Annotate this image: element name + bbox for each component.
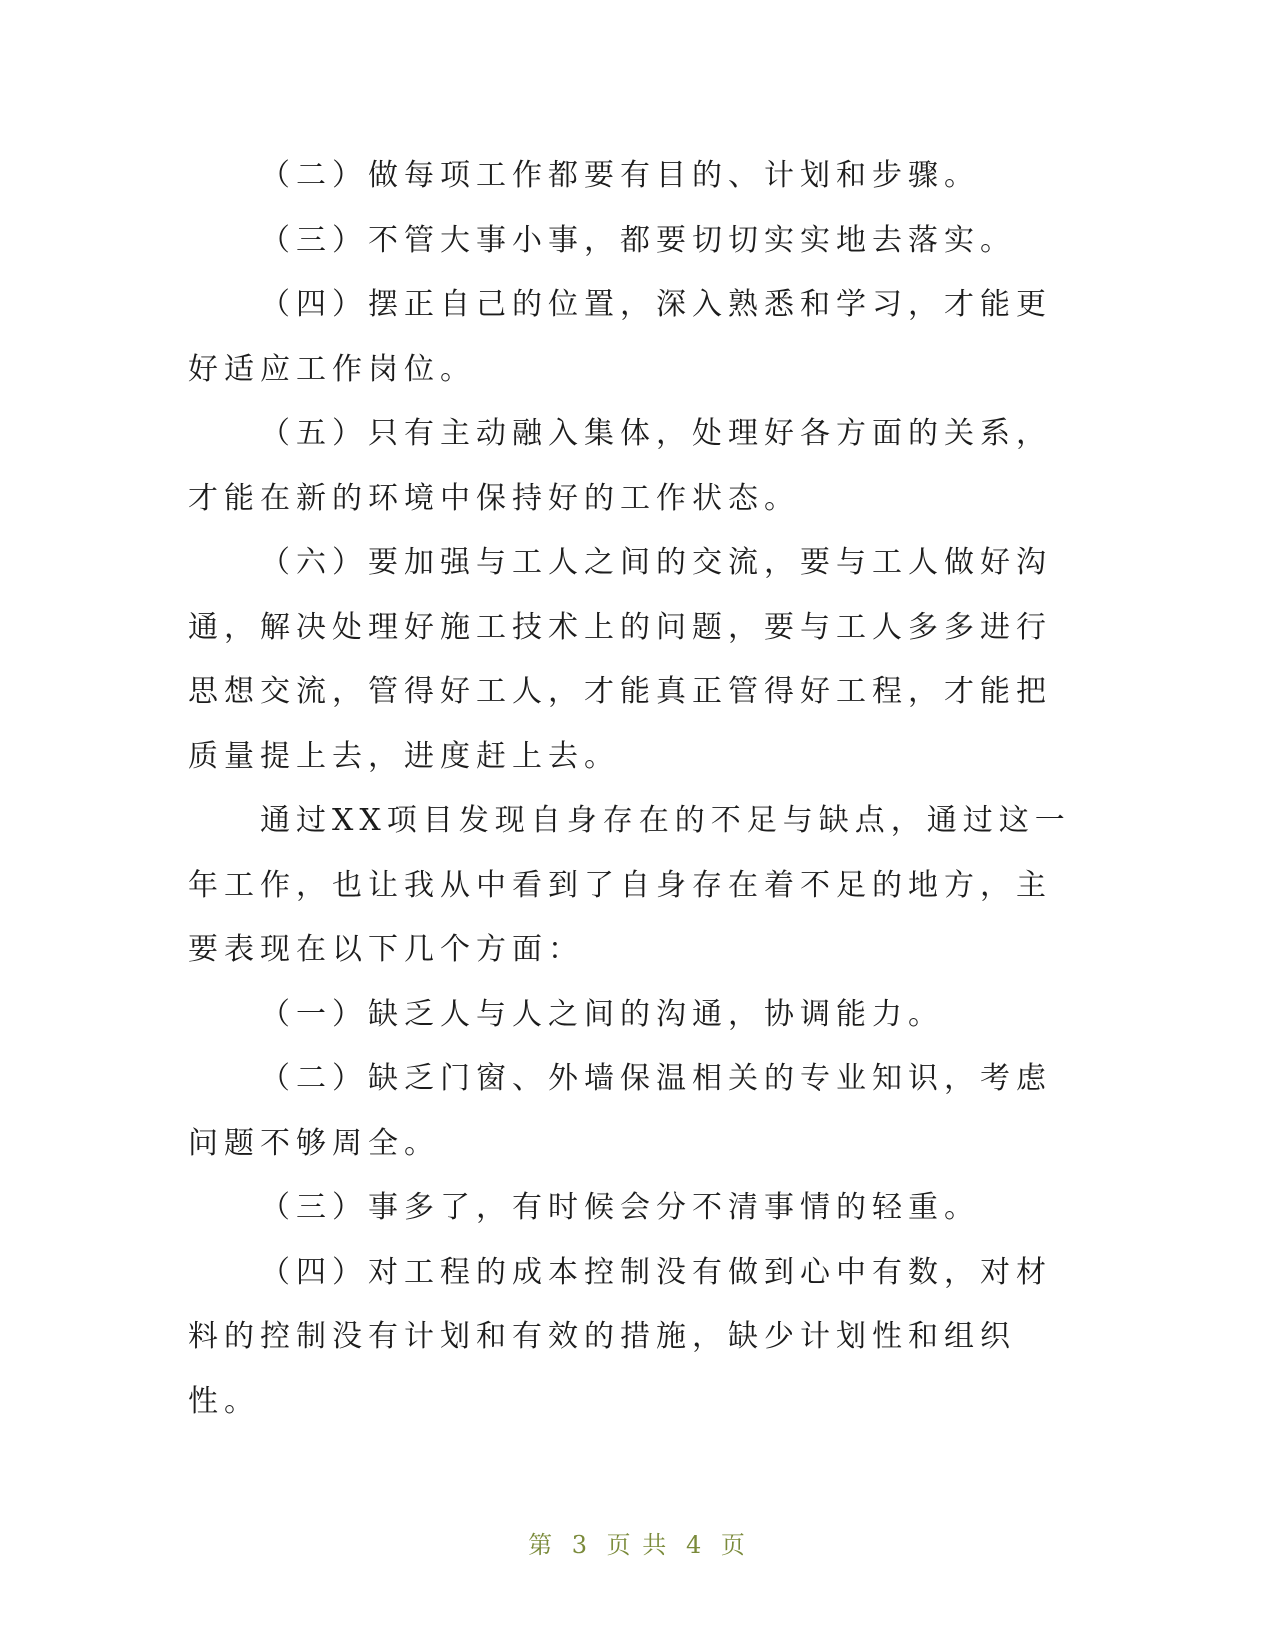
- paragraph: （四）摆正自己的位置，深入熟悉和学习，才能更好适应工作岗位。: [188, 287, 1052, 387]
- paragraph: 通过XX项目发现自身存在的不足与缺点，通过这一年工作，也让我从中看到了自身存在着不足的地方，主要表现在以下几个方面：: [188, 803, 1071, 967]
- document-body: [188, 144, 1074, 1434]
- footer-suffix: 页: [720, 1531, 747, 1559]
- footer-middle: 页 共: [606, 1531, 669, 1559]
- paragraph: （三）事多了，有时候会分不清事情的轻重。: [260, 1190, 980, 1225]
- current-page-number: 3: [571, 1531, 590, 1559]
- paragraph: （四）对工程的成本控制没有做到心中有数，对材料的控制没有计划和有效的措施，缺少计划性和组织性。: [188, 1254, 1052, 1419]
- paragraph: （六）要加强与工人之间的交流，要与工人做好沟通，解决处理好施工技术上的问题，要与工人多多进行思想交流，管得好工人，才能真正管得好工程，才能把质量提上去，进度赶上去。: [188, 545, 1052, 774]
- page-footer: [0, 1525, 1275, 1560]
- paragraph: （二）做每项工作都要有目的、计划和步骤。: [260, 158, 980, 193]
- footer-prefix: 第: [528, 1531, 555, 1559]
- paragraph: （五）只有主动融入集体，处理好各方面的关系，才能在新的环境中保持好的工作状态。: [188, 416, 1052, 516]
- paragraph: （二）缺乏门窗、外墙保温相关的专业知识，考虑问题不够周全。: [188, 1061, 1052, 1161]
- paragraph: （三）不管大事小事，都要切切实实地去落实。: [260, 222, 1016, 258]
- total-pages-number: 4: [685, 1531, 704, 1559]
- paragraph: （一）缺乏人与人之间的沟通，协调能力。: [260, 996, 944, 1032]
